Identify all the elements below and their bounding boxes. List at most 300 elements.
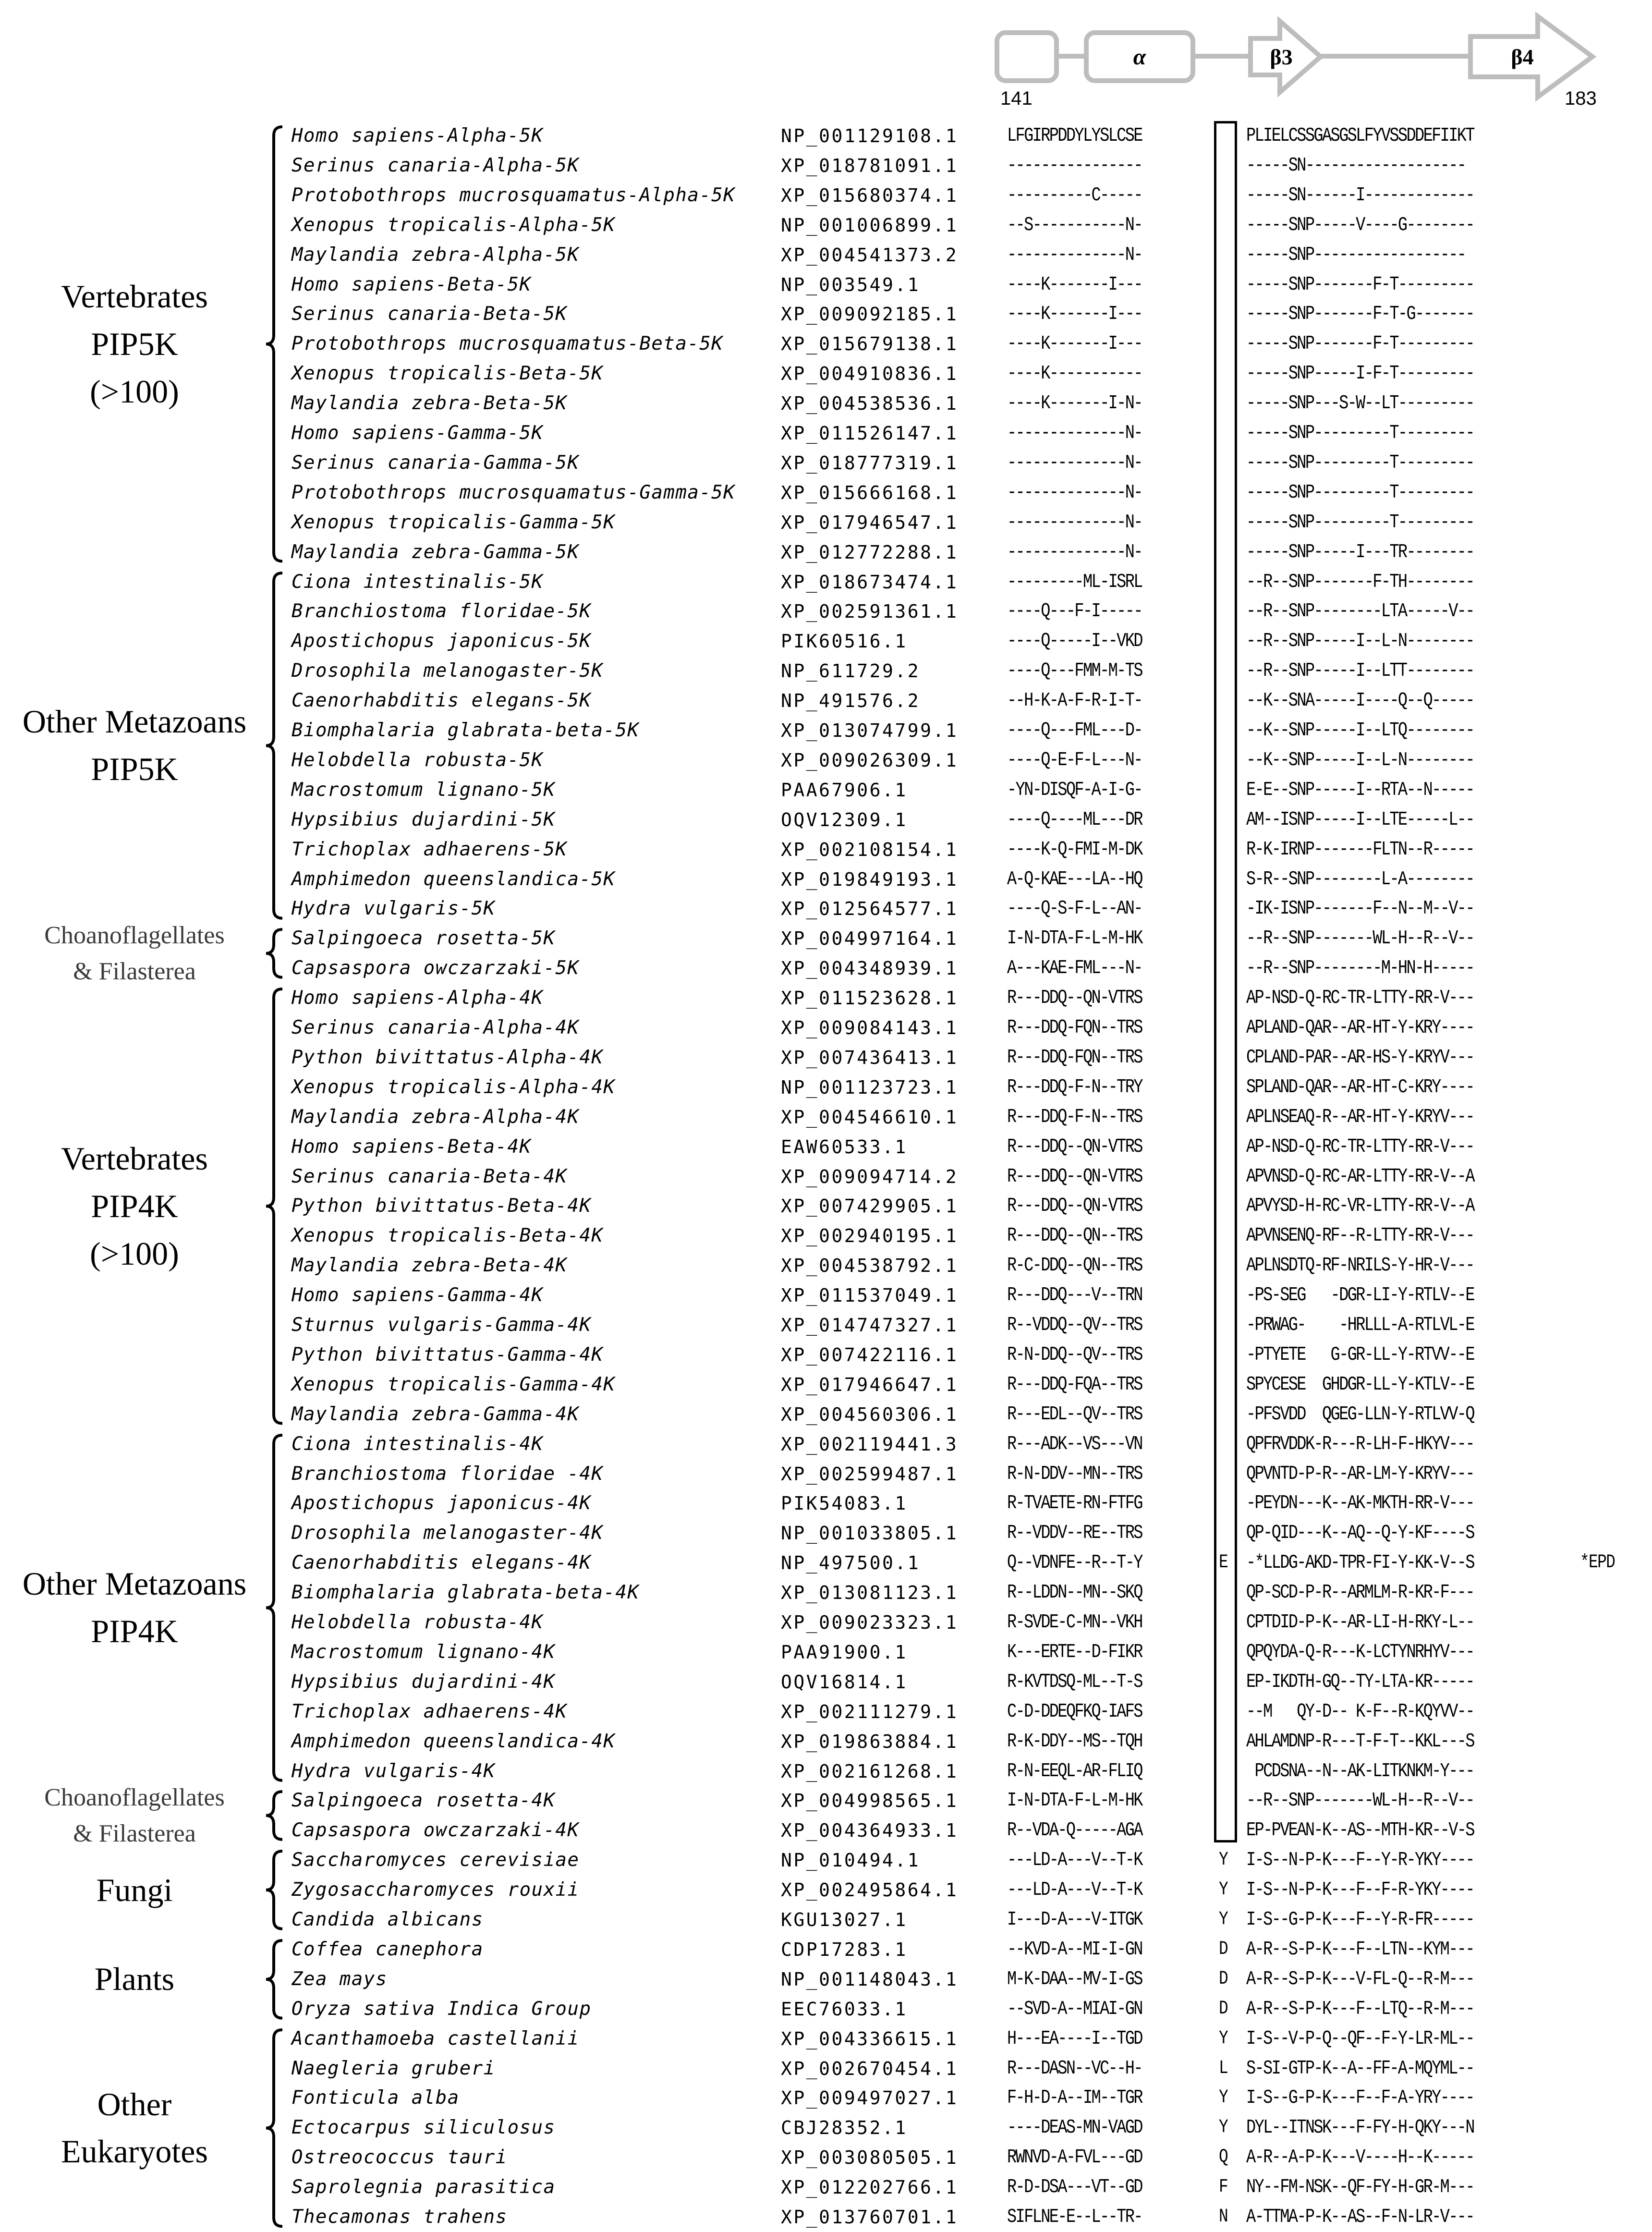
sequence-right: -PRWAG- -HRLLL-A-RTLVL-E <box>1246 1314 1474 1336</box>
accession-id: XP_002599487.1 <box>781 1463 959 1485</box>
species-name: Maylandia zebra-Alpha-4K <box>292 1106 580 1128</box>
sequence-right: -PS-SEG -DGR-LI-Y-RTLV--E <box>1246 1284 1474 1307</box>
species-name: Maylandia zebra-Gamma-4K <box>292 1403 580 1425</box>
group-label-line: Choanoflagellates <box>44 921 225 949</box>
group-label-line: Vertebrates <box>61 1140 208 1177</box>
sequence-right: I-S--V-P-Q--QF--F-Y-LR-ML-- <box>1246 2027 1474 2050</box>
species-name: Amphimedon queenslandica-4K <box>292 1730 616 1752</box>
sequence-left: R---DDQ--QN-VTRS <box>1007 1135 1142 1158</box>
accession-id: NP_010494.1 <box>781 1850 921 1871</box>
sequence-right: --R--SNP-----I--L-N-------- <box>1246 630 1474 653</box>
accession-id: PAA91900.1 <box>781 1641 908 1663</box>
species-name: Hydra vulgaris-5K <box>292 898 496 920</box>
accession-id: XP_012772288.1 <box>781 541 959 563</box>
alignment-row <box>0 181 1652 210</box>
species-name: Python bivittatus-Alpha-4K <box>292 1046 604 1068</box>
accession-id: NP_001129108.1 <box>781 125 959 146</box>
sequence-left: H---EA----I--TGD <box>1007 2027 1142 2050</box>
species-name: Homo sapiens-Gamma-5K <box>292 422 544 444</box>
sequence-left: --KVD-A--MI-I-GN <box>1007 1938 1142 1961</box>
accession-id: XP_007436413.1 <box>781 1047 959 1068</box>
accession-id: XP_011526147.1 <box>781 423 959 444</box>
alignment-row <box>0 1459 1652 1489</box>
sequence-right: -----SNP-----I-F-T--------- <box>1246 363 1474 385</box>
sequence-left: --S-----------N- <box>1007 214 1142 236</box>
sequence-left: R-SVDE-C-MN--VKH <box>1007 1611 1142 1634</box>
sequence-left: ----Q-S-F-L--AN- <box>1007 898 1142 920</box>
sequence-right: APVYSD-H-RC-VR-LTTY-RR-V--A <box>1246 1195 1474 1218</box>
sequence-right: --R--SNP--------M-HN-H----- <box>1246 957 1474 980</box>
accession-id: NP_001148043.1 <box>781 1968 959 1990</box>
sequence-right: -PTYETE G-GR-LL-Y-RTVV--E <box>1246 1343 1474 1366</box>
accession-id: XP_004546610.1 <box>781 1106 959 1128</box>
svg-text:β4: β4 <box>1511 45 1534 69</box>
accession-id: XP_007422116.1 <box>781 1344 959 1366</box>
accession-id: XP_002108154.1 <box>781 839 959 860</box>
alignment-row <box>0 2172 1652 2202</box>
sequence-left: R---DDQ--QN-VTRS <box>1007 1195 1142 1218</box>
species-name: Amphimedon queenslandica-5K <box>292 868 616 890</box>
accession-id: XP_011523628.1 <box>781 988 959 1009</box>
accession-id: NP_001123723.1 <box>781 1076 959 1098</box>
sequence-right: -----SNP-----I---TR-------- <box>1246 541 1474 563</box>
group-label-line: & Filasterea <box>73 958 196 986</box>
sequence-right: AP-NSD-Q-RC-TR-LTTY-RR-V--- <box>1246 1135 1474 1158</box>
group-label-line: Choanoflagellates <box>44 1783 225 1811</box>
species-name: Salpingoeca rosetta-5K <box>292 927 556 950</box>
accession-id: XP_015680374.1 <box>781 184 959 206</box>
sequence-left: M-K-DAA--MV-I-GS <box>1007 1968 1142 1990</box>
accession-id: XP_004348939.1 <box>781 958 959 979</box>
species-name: Saprolegnia parasitica <box>292 2176 556 2198</box>
sequence-left: R-N-DDV--MN--TRS <box>1007 1463 1142 1485</box>
accession-id: XP_009497027.1 <box>781 2087 959 2109</box>
alignment-row <box>0 478 1652 508</box>
sequence-right: --K--SNP-----I--LTQ-------- <box>1246 720 1474 742</box>
accession-id: XP_004997164.1 <box>781 928 959 950</box>
sequence-left: R---DDQ--QN-VTRS <box>1007 987 1142 1010</box>
sequence-left: R-KVTDSQ-ML--T-S <box>1007 1671 1142 1693</box>
species-name: Ostreococcus tauri <box>292 2147 508 2169</box>
sequence-right: R-K-IRNP-------FLTN--R----- <box>1246 838 1474 861</box>
species-name: Protobothrops mucrosquamatus-Beta-5K <box>292 333 724 355</box>
sequence-right: -----SNP---S-W--LT--------- <box>1246 392 1474 415</box>
accession-id: XP_003080505.1 <box>781 2147 959 2169</box>
sequence-right: A-R--S-P-K---F--LTN--KYM--- <box>1246 1938 1474 1961</box>
insertion-residue: Y <box>1219 1909 1228 1930</box>
accession-id: EEC76033.1 <box>781 1998 908 2020</box>
sequence-left: ----K----------- <box>1007 363 1142 385</box>
sequence-left: R---DDQ-F-N--TRS <box>1007 1106 1142 1128</box>
accession-id: XP_009092185.1 <box>781 304 959 325</box>
sequence-left: --------------N- <box>1007 541 1142 563</box>
alignment-row <box>0 1727 1652 1756</box>
alignment-row <box>0 151 1652 181</box>
alignment-row <box>0 210 1652 240</box>
accession-id: NP_491576.2 <box>781 690 921 712</box>
group-label-line: & Filasterea <box>73 1820 196 1848</box>
alignment-row <box>0 1281 1652 1310</box>
species-name: Maylandia zebra-Gamma-5K <box>292 541 580 563</box>
species-name: Biomphalaria glabrata-beta-4K <box>292 1582 640 1604</box>
accession-id: XP_002111279.1 <box>781 1701 959 1722</box>
accession-id: XP_002495864.1 <box>781 1879 959 1901</box>
sequence-right: --R--SNP-------WL-H--R--V-- <box>1246 1790 1474 1812</box>
sequence-left: Q--VDNFE--R--T-Y <box>1007 1552 1142 1574</box>
species-name: Serinus canaria-Gamma-5K <box>292 451 580 474</box>
accession-id: XP_015666168.1 <box>781 482 959 503</box>
sequence-left: ---LD-A---V--T-K <box>1007 1849 1142 1872</box>
sequence-right: NY--FM-NSK--QF-FY-H-GR-M--- <box>1246 2176 1474 2199</box>
sequence-left: --SVD-A--MIAI-GN <box>1007 1998 1142 2020</box>
sequence-left: R-N-DDQ--QV--TRS <box>1007 1343 1142 1366</box>
sequence-left: I-N-DTA-F-L-M-HK <box>1007 1790 1142 1812</box>
species-name: Branchiostoma floridae -4K <box>292 1463 604 1485</box>
sequence-right: QPFRVDDK-R---R-LH-F-HKYV--- <box>1246 1433 1474 1455</box>
species-name: Oryza sativa Indica Group <box>292 1998 592 2020</box>
sequence-right: -----SN------------------- <box>1246 154 1466 177</box>
sequence-right: E-E--SNP-----I--RTA--N----- <box>1246 779 1474 801</box>
sequence-left: ----K-------I--- <box>1007 303 1142 326</box>
sequence-left: R-C-DDQ--QN--TRS <box>1007 1255 1142 1277</box>
species-name: Macrostomum lignano-4K <box>292 1641 556 1663</box>
sequence-right: -----SNP-------F-T--------- <box>1246 333 1474 355</box>
accession-id: XP_004998565.1 <box>781 1790 959 1812</box>
species-name: Serinus canaria-Beta-4K <box>292 1165 568 1187</box>
species-name: Ciona intestinalis-5K <box>292 571 544 593</box>
sequence-left: ---LD-A---V--T-K <box>1007 1879 1142 1902</box>
alignment-row <box>0 1073 1652 1102</box>
accession-id: XP_004538792.1 <box>781 1255 959 1277</box>
sequence-right: APVNSENQ-RF--R-LTTY-RR-V--- <box>1246 1225 1474 1247</box>
accession-id: XP_012564577.1 <box>781 898 959 920</box>
accession-id: XP_013081123.1 <box>781 1582 959 1604</box>
accession-id: NP_497500.1 <box>781 1552 921 1574</box>
group-label <box>5 698 264 793</box>
alignment-row <box>0 2054 1652 2084</box>
sequence-right: -----SNP---------T--------- <box>1246 451 1474 474</box>
alignment-row <box>0 626 1652 656</box>
sequence-right: --R--SNP-----I--LTT-------- <box>1246 660 1474 683</box>
insertion-residue: L <box>1219 2057 1228 2079</box>
accession-id: CDP17283.1 <box>781 1939 908 1960</box>
sequence-right: QP-QID---K--AQ--Q-Y-KF----S <box>1246 1522 1474 1545</box>
species-name: Serinus canaria-Alpha-5K <box>292 154 580 176</box>
species-name: Apostichopus japonicus-5K <box>292 630 592 652</box>
group-label <box>5 1135 264 1277</box>
sequence-left: --------------N- <box>1007 511 1142 534</box>
sequence-left: LFGIRPDDYLYSLCSE <box>1007 125 1142 147</box>
alignment-row <box>0 2024 1652 2054</box>
accession-id: OQV16814.1 <box>781 1671 908 1693</box>
accession-id: XP_009026309.1 <box>781 749 959 771</box>
sequence-left: ----K-Q-FMI-M-DK <box>1007 838 1142 861</box>
group-label-line: Other <box>97 2086 172 2122</box>
sequence-right: EP-IKDTH-GQ--TY-LTA-KR----- <box>1246 1671 1474 1693</box>
accession-id: XP_002591361.1 <box>781 601 959 622</box>
group-label <box>5 1955 264 2003</box>
alignment-row <box>0 1340 1652 1370</box>
insertion-residue: Y <box>1219 2117 1228 2139</box>
svg-text:α: α <box>1133 44 1146 70</box>
accession-id: XP_004336615.1 <box>781 2028 959 2049</box>
sequence-right: -----SNP---------T--------- <box>1246 481 1474 504</box>
sequence-left: R---DDQ-FQN--TRS <box>1007 1017 1142 1039</box>
group-label-line: Other Metazoans <box>22 703 247 740</box>
accession-id: XP_004560306.1 <box>781 1403 959 1425</box>
alignment-row <box>0 1310 1652 1340</box>
sequence-right: EP-PVEAN-K--AS--MTH-KR--V-S <box>1246 1819 1474 1842</box>
sequence-left: R---DDQ-F-N--TRY <box>1007 1076 1142 1098</box>
accession-id: XP_011537049.1 <box>781 1285 959 1306</box>
species-name: Caenorhabditis elegans-5K <box>292 690 592 712</box>
accession-id: XP_002670454.1 <box>781 2058 959 2079</box>
group-label-line: PIP4K <box>91 1612 178 1649</box>
accession-id: NP_611729.2 <box>781 660 921 682</box>
sequence-right: -*LLDG-AKD-TPR-FI-Y-KK-V--S <box>1246 1552 1474 1574</box>
group-label-line: (>100) <box>90 373 179 410</box>
alignment-row <box>0 121 1652 151</box>
sequence-left: -YN-DISQF-A-I-G- <box>1007 779 1142 801</box>
sequence-right: --K--SNA-----I----Q--Q----- <box>1246 690 1474 712</box>
sequence-right: PCDSNA--N--AK-LITKNKM-Y--- <box>1246 1760 1474 1782</box>
sequence-left: R---DDQ---V--TRN <box>1007 1284 1142 1307</box>
insertion-residue: E <box>1219 1552 1228 1574</box>
sequence-left: ----------C----- <box>1007 184 1142 207</box>
sequence-right: -----SNP---------T--------- <box>1246 511 1474 534</box>
accession-id: NP_003549.1 <box>781 274 921 295</box>
sequence-right: -----SNP---------T--------- <box>1246 422 1474 444</box>
insertion-residue: Y <box>1219 1879 1228 1901</box>
species-name: Homo sapiens-Alpha-5K <box>292 125 544 146</box>
species-name: Capsaspora owczarzaki-4K <box>292 1819 580 1842</box>
sequence-right: AP-NSD-Q-RC-TR-LTTY-RR-V--- <box>1246 987 1474 1010</box>
species-name: Serinus canaria-Beta-5K <box>292 303 568 325</box>
species-name: Xenopus tropicalis-Beta-5K <box>292 363 604 385</box>
sequence-left: ---------ML-ISRL <box>1007 571 1142 593</box>
sequence-right: A-R--A-P-K---V----H--K----- <box>1246 2147 1474 2169</box>
species-name: Branchiostoma floridae-5K <box>292 600 592 622</box>
insertion-residue: D <box>1219 1938 1228 1960</box>
sequence-right: I-S--N-P-K---F--Y-R-YKY---- <box>1246 1849 1474 1872</box>
alignment-row <box>0 240 1652 270</box>
sequence-left: R---DDQ-FQA--TRS <box>1007 1373 1142 1396</box>
species-name: Xenopus tropicalis-Gamma-5K <box>292 511 616 533</box>
sequence-right: I-S--G-P-K---F--F-A-YRY---- <box>1246 2087 1474 2110</box>
accession-id: XP_013760701.1 <box>781 2207 959 2228</box>
sequence-right: I-S--N-P-K---F--F-R-YKY---- <box>1246 1879 1474 1902</box>
sequence-left: R--VDDV--RE--TRS <box>1007 1522 1142 1545</box>
sequence-left: I-N-DTA-F-L-M-HK <box>1007 927 1142 950</box>
accession-id: XP_012202766.1 <box>781 2177 959 2198</box>
sequence-right: S-R--SNP--------L-A-------- <box>1246 868 1474 890</box>
sequence-left: R---DDQ--QN--TRS <box>1007 1225 1142 1247</box>
accession-id: KGU13027.1 <box>781 1909 908 1930</box>
sequence-left: ----Q---F-I----- <box>1007 600 1142 623</box>
sequence-right: QP-SCD-P-R--ARMLM-R-KR-F--- <box>1246 1582 1474 1604</box>
species-name: Saccharomyces cerevisiae <box>292 1849 580 1871</box>
species-name: Ciona intestinalis-4K <box>292 1433 544 1455</box>
accession-id: XP_015679138.1 <box>781 333 959 355</box>
accession-id: XP_019863884.1 <box>781 1731 959 1752</box>
end-position-label: 183 <box>1565 88 1597 109</box>
accession-id: PAA67906.1 <box>781 779 908 801</box>
sequence-left: R---DASN--VC--H- <box>1007 2057 1142 2080</box>
sequence-right: --R--SNP--------LTA-----V-- <box>1246 600 1474 623</box>
alignment-row <box>0 567 1652 597</box>
species-name: Drosophila melanogaster-4K <box>292 1522 604 1544</box>
species-name: Protobothrops mucrosquamatus-Gamma-5K <box>292 481 736 503</box>
sequence-left: --------------N- <box>1007 244 1142 266</box>
insertion-residue: Q <box>1219 2147 1228 2169</box>
sequence-right: SPLAND-QAR--AR-HT-C-KRY---- <box>1246 1076 1474 1098</box>
sequence-left: C-D-DDEQFKQ-IAFS <box>1007 1700 1142 1723</box>
alignment-row <box>0 805 1652 835</box>
alignment-row <box>0 1697 1652 1727</box>
sequence-right: -----SNP-------F-T--------- <box>1246 273 1474 296</box>
sequence-right: SPYCESE GHDGR-LL-Y-KTLV--E <box>1246 1373 1474 1396</box>
sequence-left: ----K-------I--- <box>1007 273 1142 296</box>
sequence-right: QPQYDA-Q-R---K-LCTYNRHYV--- <box>1246 1641 1474 1663</box>
species-name: Salpingoeca rosetta-4K <box>292 1790 556 1812</box>
sequence-right: --R--SNP-------F-TH-------- <box>1246 571 1474 593</box>
sequence-right: I-S--G-P-K---F--Y-R-FR----- <box>1246 1909 1474 1931</box>
sequence-left: --------------N- <box>1007 422 1142 444</box>
species-name: Maylandia zebra-Alpha-5K <box>292 244 580 266</box>
group-label-line: PIP5K <box>91 750 178 787</box>
sequence-left: I---D-A---V-ITGK <box>1007 1909 1142 1931</box>
alignment-row <box>0 508 1652 537</box>
species-name: Capsaspora owczarzaki-5K <box>292 957 580 979</box>
species-name: Biomphalaria glabrata-beta-5K <box>292 720 640 741</box>
insertion-residue: Y <box>1219 1849 1228 1871</box>
accession-id: XP_002119441.3 <box>781 1433 959 1455</box>
sequence-left: R-K-DDY--MS--TQH <box>1007 1730 1142 1753</box>
sequence-right: A-R--S-P-K---V-FL-Q--R-M--- <box>1246 1968 1474 1990</box>
accession-id: NP_001033805.1 <box>781 1523 959 1544</box>
alignment-row <box>0 2202 1652 2232</box>
topology-diagram-icon <box>0 0 1652 125</box>
insertion-residue: Y <box>1219 2027 1228 2049</box>
group-label <box>5 2081 264 2175</box>
sequence-right: --M QY-D-- K-F--R-KQYVV-- <box>1246 1700 1474 1723</box>
species-name: Homo sapiens-Alpha-4K <box>292 987 544 1009</box>
species-name: Candida albicans <box>292 1909 484 1930</box>
species-name: Trichoplax adhaerens-5K <box>292 838 568 860</box>
sequence-right: -IK-ISNP-------F--N--M--V-- <box>1246 898 1474 920</box>
sequence-right: -PEYDN---K--AK-MKTH-RR-V--- <box>1246 1492 1474 1515</box>
species-name: Homo sapiens-Beta-4K <box>292 1135 532 1158</box>
accession-id: PIK60516.1 <box>781 631 908 652</box>
sequence-left: ----DEAS-MN-VAGD <box>1007 2117 1142 2139</box>
species-name: Xenopus tropicalis-Alpha-4K <box>292 1076 616 1098</box>
sequence-right: A-TTMA-P-K--AS--F-N-LR-V--- <box>1246 2206 1474 2228</box>
species-name: Zygosaccharomyces rouxii <box>292 1879 580 1901</box>
accession-id: OQV12309.1 <box>781 809 908 830</box>
accession-id: XP_004364933.1 <box>781 1820 959 1842</box>
species-name: Hypsibius dujardini-5K <box>292 808 556 830</box>
sequence-right: APLAND-QAR--AR-HT-Y-KRY---- <box>1246 1017 1474 1039</box>
sequence-left: ----Q---FMM-M-TS <box>1007 660 1142 683</box>
alignment-row <box>0 1429 1652 1459</box>
accession-id: CBJ28352.1 <box>781 2117 908 2139</box>
accession-id: XP_004910836.1 <box>781 363 959 385</box>
alignment-row <box>0 597 1652 626</box>
secondary-structure-topology <box>0 0 1652 125</box>
species-name: Homo sapiens-Gamma-4K <box>292 1284 544 1306</box>
sequence-left: R--VDDQ--QV--TRS <box>1007 1314 1142 1336</box>
sequence-right: -----SNP------------------ <box>1246 244 1466 266</box>
accession-id: XP_017946647.1 <box>781 1374 959 1395</box>
sequence-left: A---KAE-FML---N- <box>1007 957 1142 980</box>
species-name: Hydra vulgaris-4K <box>292 1760 496 1782</box>
sequence-left: R---DDQ--QN-VTRS <box>1007 1165 1142 1188</box>
sequence-right: AHLAMDNP-R---T-F-T--KKL---S <box>1246 1730 1474 1753</box>
accession-id: XP_018673474.1 <box>781 571 959 593</box>
accession-id: XP_007429905.1 <box>781 1195 959 1217</box>
accession-id: XP_018777319.1 <box>781 452 959 474</box>
species-name: Sturnus vulgaris-Gamma-4K <box>292 1314 592 1336</box>
sequence-left: A-Q-KAE---LA--HQ <box>1007 868 1142 890</box>
sequence-right: -----SNP-------F-T-G------- <box>1246 303 1474 326</box>
sequence-right: QPVNTD-P-R--AR-LM-Y-KRYV--- <box>1246 1463 1474 1485</box>
sequence-left: RWNVD-A-FVL---GD <box>1007 2147 1142 2169</box>
group-label-line: Plants <box>94 1961 175 1998</box>
accession-id: XP_009084143.1 <box>781 1017 959 1038</box>
group-label <box>5 917 264 990</box>
species-name: Maylandia zebra-Beta-5K <box>292 392 568 415</box>
sequence-right: -----SN------I------------- <box>1246 184 1474 207</box>
group-label <box>5 1866 264 1914</box>
alignment-row <box>0 865 1652 894</box>
species-name: Helobdella robusta-4K <box>292 1611 544 1633</box>
alignment-row <box>0 448 1652 478</box>
sequence-right: PLIELCSSGASGSLFYVSSDDEFIIKT <box>1246 125 1474 147</box>
sequence-right: S-SI-GTP-K--A--FF-A-MQYML-- <box>1246 2057 1474 2080</box>
accession-id: XP_004541373.2 <box>781 244 959 266</box>
species-name: Python bivittatus-Beta-4K <box>292 1195 592 1217</box>
species-name: Xenopus tropicalis-Gamma-4K <box>292 1373 616 1395</box>
alignment-row <box>0 835 1652 865</box>
sequence-right: DYL--ITNSK---F-FY-H-QKY---N <box>1246 2117 1474 2139</box>
alignment-row <box>0 1667 1652 1697</box>
sequence-left: R-D-DSA---VT--GD <box>1007 2176 1142 2199</box>
group-label-line: Fungi <box>96 1871 173 1908</box>
insertion-residue: N <box>1219 2206 1228 2228</box>
alignment-row <box>0 1043 1652 1073</box>
sequence-left: R-TVAETE-RN-FTFG <box>1007 1492 1142 1515</box>
group-label <box>5 273 264 415</box>
species-name: Ectocarpus siliculosus <box>292 2117 556 2139</box>
group-label-line: (>100) <box>90 1235 179 1272</box>
accession-id: XP_018781091.1 <box>781 155 959 176</box>
sequence-right: AM--ISNP-----I--LTE-----L-- <box>1246 808 1474 831</box>
sequence-left: R-N-EEQL-AR-FLIQ <box>1007 1760 1142 1782</box>
sequence-left: R--LDDN--MN--SKQ <box>1007 1582 1142 1604</box>
accession-id: XP_002161268.1 <box>781 1760 959 1782</box>
sequence-right: APLNSEAQ-R--AR-HT-Y-KRYV--- <box>1246 1106 1474 1128</box>
accession-id: XP_002940195.1 <box>781 1225 959 1247</box>
coil-box-icon <box>997 33 1057 81</box>
species-name: Trichoplax adhaerens-4K <box>292 1700 568 1722</box>
insertion-residue: F <box>1219 2176 1228 2198</box>
sequence-left: R--VDA-Q-----AGA <box>1007 1819 1142 1842</box>
accession-id: XP_019849193.1 <box>781 868 959 890</box>
alignment-row <box>0 656 1652 686</box>
accession-id: XP_009023323.1 <box>781 1612 959 1633</box>
accession-id: XP_017946547.1 <box>781 512 959 533</box>
group-label-line: PIP5K <box>91 325 178 362</box>
